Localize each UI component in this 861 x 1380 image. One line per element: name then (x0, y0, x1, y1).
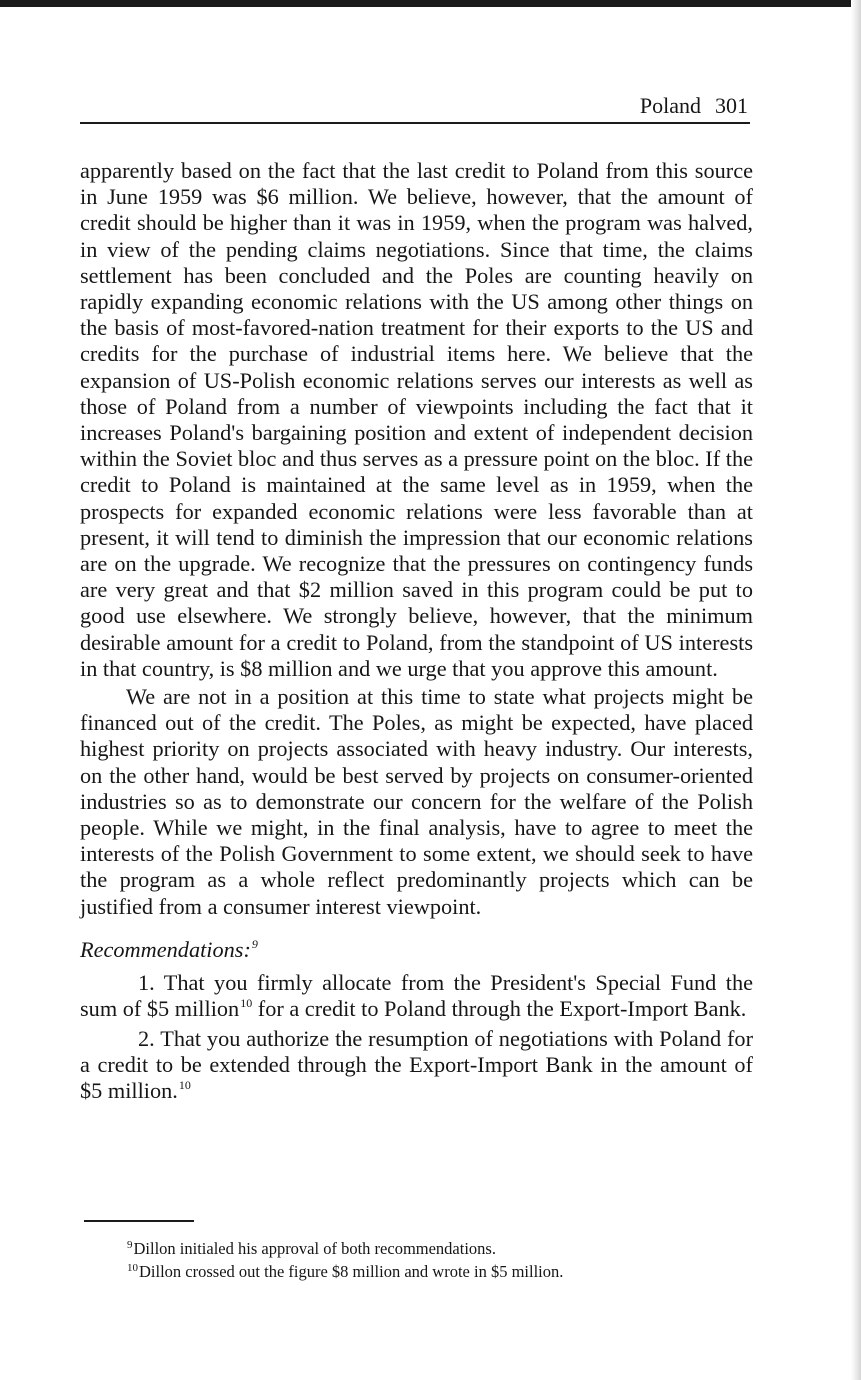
recommendation-2-text: That you authorize the resumption of negotiations with Poland for a credit to be extended through the Export-Import Bank in the amount of $5 million. (80, 1025, 753, 1103)
paragraph-1: apparently based on the fact that the last credit to Poland from this source in June 1959 was $6 million. We believe, however, that the amount of credit should be higher than it was in 1959, when the program was halved, in view of the pending claims negotiations. Since that time, the claims settlement has been concluded and the Poles are counting heavily on rapidly expanding economic relations with the US among other things on the basis of most-favored-nation treatment for their exports to the US and credits for the purchase of industrial items here. We believe that the expansion of US-Polish economic relations serves our interests as well as those of Poland from a number of viewpoints including the fact that it increases Poland's bargaining position and extent of independent decision within the Soviet bloc and thus serves as a pressure point on the bloc. If the credit to Poland is maintained at the same level as in 1959, when the prospects for expanded economic relations were less favorable than at present, it will tend to diminish the impression that our economic relations are on the upgrade. We recognize that the pressures on contingency funds are very great and that $2 million saved in this program could be put to good use elsewhere. We strongly believe, however, that the minimum desirable amount for a credit to Poland, from the standpoint of US interests in that country, is $8 million and we urge that you approve this amount. (80, 158, 753, 681)
running-head (640, 92, 748, 120)
footnote-rule (84, 1220, 194, 1222)
footnote-10 (126, 1260, 746, 1283)
recommendation-1-text-a: That you firmly allocate from the President's Special Fund the sum of $5 million (80, 970, 753, 1022)
recommendations-heading-text: Recommendations: (80, 936, 251, 962)
footnote-9 (126, 1237, 746, 1260)
body-text (80, 158, 753, 1104)
footnote-10-text: Dillon crossed out the figure $8 million and wrote in $5 million. (139, 1262, 564, 1281)
running-head-title: Poland (639, 93, 701, 118)
recommendation-1-text-b: for a credit to Poland through the Export-Import Bank. (257, 996, 747, 1022)
footnote-9-number: 9 (127, 1239, 133, 1251)
recommendations-heading (80, 937, 753, 963)
recommendation-2-number: 2. (138, 1025, 155, 1051)
page-number: 301 (715, 93, 748, 118)
recommendation-1-number: 1. (138, 970, 155, 996)
footnote-10-number: 10 (127, 1262, 138, 1274)
footnote-ref-10: 10 (240, 996, 253, 1011)
recommendation-2 (80, 1026, 753, 1105)
recommendation-1 (80, 970, 753, 1022)
scan-border-top (0, 0, 861, 7)
paragraph-2: We are not in a position at this time to state what projects might be financed out of the credit. The Poles, as might be expected, have placed highest priority on projects associated with heavy industry. Our interests, on the other hand, would be best served by projects on consumer-oriented industries so as to demonstrate our concern for the welfare of the Polish people. While we might, in the final analysis, have to agree to meet the interests of the Polish Government to some extent, we should seek to have the program as a whole reflect predominantly projects which can be justified from a consumer interest viewpoint. (80, 684, 753, 919)
scan-border-right (851, 0, 861, 1380)
footnote-ref-10-second: 10 (178, 1077, 191, 1092)
footnote-9-text: Dillon initialed his approval of both recommendations. (133, 1239, 496, 1258)
running-head-rule (80, 92, 750, 124)
footnote-ref-9: 9 (251, 936, 258, 951)
footnotes (126, 1237, 746, 1283)
